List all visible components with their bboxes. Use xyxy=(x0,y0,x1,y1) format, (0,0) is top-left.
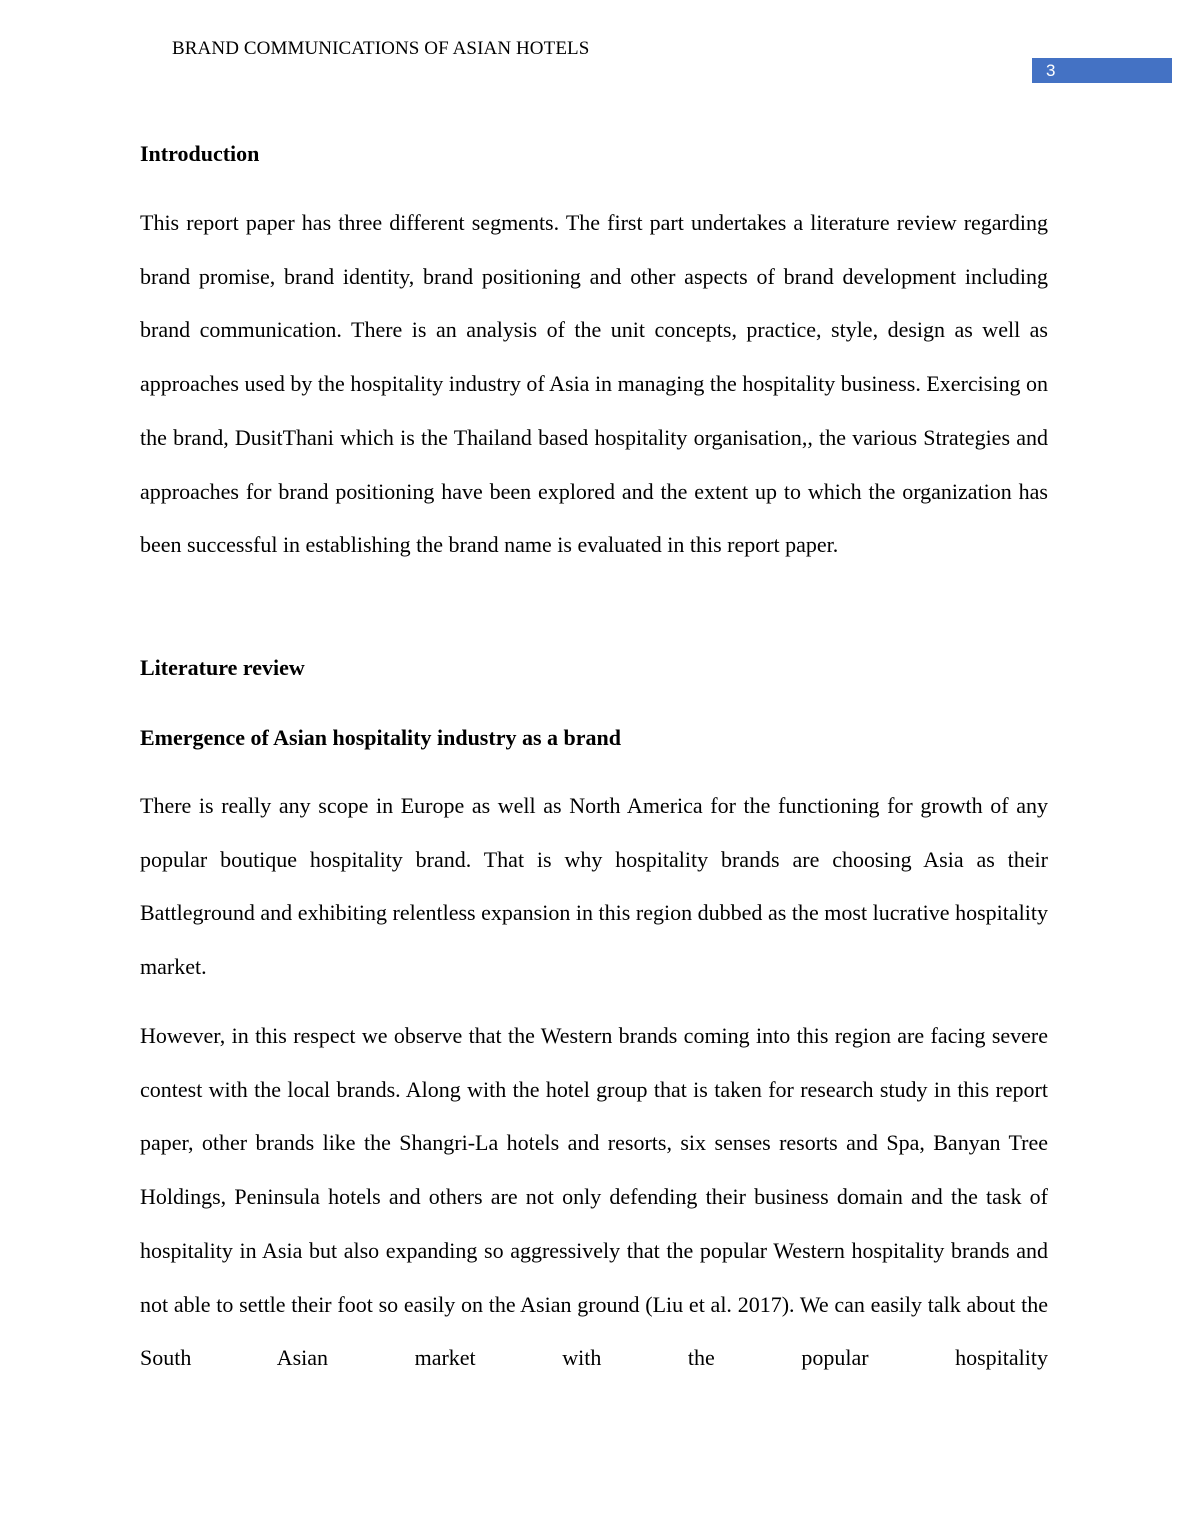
heading-introduction: Introduction xyxy=(140,141,260,166)
heading-emergence: Emergence of Asian hospitality industry as a brand xyxy=(140,725,621,750)
paragraph-emergence-1: There is really any scope in Europe as well as North America for the functioning for growth of any popular boutique hospitality brand. That is why hospitality brands are choosing Asia as their Battleground and exhibiting relentless expansion in this region dubbed as the most lucrative hospitality market. xyxy=(140,793,1048,980)
heading-literature-review: Literature review xyxy=(140,655,305,680)
page-number: 3 xyxy=(1046,61,1056,80)
paragraph-emergence-2: However, in this respect we observe that the Western brands coming into this region are facing severe contest with the local brands. Along with the hotel group that is taken for research study in this report paper, other brands like the Shangri-La hotels and resorts, six senses resorts and Spa, Banyan Tree Holdings, Peninsula hotels and others are not only defending their business domain and the task of hospitality in Asia but also expanding so aggressively that the popular Western hospitality brands and not able to settle their foot so easily on the Asian ground (Liu et al. 2017). We can easily talk about the South Asian market with the popular hospitality xyxy=(140,1023,1048,1371)
paragraph-introduction: This report paper has three different segments. The first part undertakes a literature review regarding brand promise, brand identity, brand positioning and other aspects of brand development including brand communication. There is an analysis of the unit concepts, practice, style, design as well as approaches used by the hospitality industry of Asia in managing the hospitality business. Exercising on the brand, DusitThani which is the Thailand based hospitality organisation,, the various Strategies and approaches for brand positioning have been explored and the extent up to which the organization has been successful in establishing the brand name is evaluated in this report paper. xyxy=(140,210,1048,558)
page-number-badge xyxy=(1032,58,1172,83)
running-head: BRAND COMMUNICATIONS OF ASIAN HOTELS xyxy=(172,38,590,59)
